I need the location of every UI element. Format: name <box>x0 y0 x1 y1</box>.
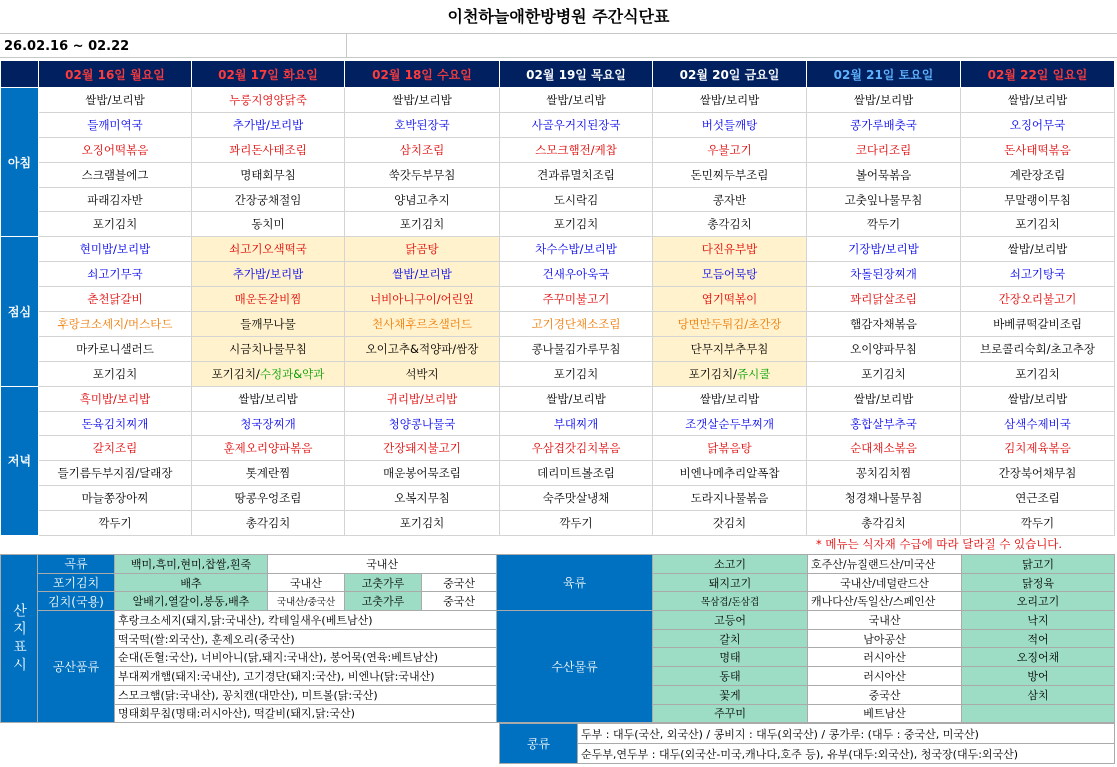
menu-cell: 마늘쫑장아찌 <box>39 486 192 511</box>
menu-cell: 당면만두튀김/초간장 <box>653 312 807 337</box>
menu-cell: 오복지무침 <box>345 486 500 511</box>
menu-cell: 스크램블에그 <box>39 162 192 187</box>
menu-cell: 닭곰탕 <box>345 237 500 262</box>
menu-cell: 오이양파무침 <box>807 336 961 361</box>
menu-cell: 쌀밥/보리밥 <box>192 386 345 411</box>
menu-cell: 닭볶음탕 <box>653 436 807 461</box>
menu-cell: 명태회무침 <box>192 162 345 187</box>
menu-cell: 고기경단채소조림 <box>500 312 653 337</box>
menu-cell: 들깨무나물 <box>192 312 345 337</box>
menu-cell: 바베큐떡갈비조림 <box>961 312 1115 337</box>
menu-cell: 조갯살순두부찌개 <box>653 411 807 436</box>
menu-cell: 포기김치 <box>500 361 653 386</box>
menu-cell: 톳계란찜 <box>192 461 345 486</box>
menu-cell: 돈사태떡볶음 <box>961 137 1115 162</box>
menu-cell: 춘천닭갈비 <box>39 287 192 312</box>
menu-cell: 갈치조림 <box>39 436 192 461</box>
menu-cell: 쌀밥/보리밥 <box>807 386 961 411</box>
menu-cell: 동치미 <box>192 212 345 237</box>
meat-2-0: 목삼겹/돈삼겹 <box>653 592 808 611</box>
menu-cell: 포기김치 <box>39 361 192 386</box>
corner-cell <box>1 61 39 88</box>
menu-cell: 땅콩우엉조림 <box>192 486 345 511</box>
meat-0-2: 닭고기 <box>962 555 1115 574</box>
fish-3-1: 러시아산 <box>808 667 962 686</box>
menu-cell: 단무지부추무침 <box>653 336 807 361</box>
kimchi2-pepper-origin: 중국산 <box>422 592 497 611</box>
menu-cell: 깍두기 <box>961 511 1115 536</box>
meat-1-0: 돼지고기 <box>653 573 808 592</box>
menu-cell: 무말랭이무침 <box>961 187 1115 212</box>
day-header: 02월 20일 금요일 <box>653 61 807 88</box>
bean-label: 콩류 <box>500 724 578 764</box>
menu-cell: 쌀밥/보리밥 <box>961 237 1115 262</box>
menu-cell: 계란장조림 <box>961 162 1115 187</box>
menu-cell: 청경채나물무침 <box>807 486 961 511</box>
fish-2-1: 러시아산 <box>808 648 962 667</box>
meat-1-1: 국내산/네덜란드산 <box>808 573 962 592</box>
menu-cell: 쇠고기오색떡국 <box>192 237 345 262</box>
menu-cell: 코다리조림 <box>807 137 961 162</box>
fish-5-0: 주꾸미 <box>653 704 808 723</box>
menu-cell: 간장북어채무침 <box>961 461 1115 486</box>
menu-cell: 쌀밥/보리밥 <box>961 88 1115 113</box>
menu-cell: 흑미밥/보리밥 <box>39 386 192 411</box>
origin-meat-label: 육류 <box>497 555 653 611</box>
meal-label: 저녁 <box>1 386 39 535</box>
kimchi-pepper-origin: 중국산 <box>422 573 497 592</box>
origin-grain-items: 백미,흑미,현미,찹쌀,흰죽 <box>115 555 268 574</box>
meat-2-1: 캐나다산/독일산/스페인산 <box>808 592 962 611</box>
fish-0-2: 낙지 <box>962 611 1115 630</box>
menu-cell: 사골우거지된장국 <box>500 112 653 137</box>
menu-cell: 양념고추지 <box>345 187 500 212</box>
menu-cell: 추가밥/보리밥 <box>192 112 345 137</box>
processed-line: 명태회무침(명태:러시아산), 떡갈비(돼지,닭:국산) <box>115 704 497 723</box>
menu-cell: 김치제육볶음 <box>961 436 1115 461</box>
menu-cell: 다진유부밥 <box>653 237 807 262</box>
fish-0-1: 국내산 <box>808 611 962 630</box>
processed-line: 부대찌개햄(돼지:국내산), 고기경단(돼지:국산), 비엔나(닭:국내산) <box>115 667 497 686</box>
menu-cell: 연근조림 <box>961 486 1115 511</box>
menu-cell: 총각김치 <box>807 511 961 536</box>
menu-cell: 깍두기 <box>500 511 653 536</box>
menu-cell: 포기김치 <box>345 212 500 237</box>
menu-cell: 콩자반 <box>653 187 807 212</box>
day-header: 02월 21일 토요일 <box>807 61 961 88</box>
menu-cell: 스모크햄전/케찹 <box>500 137 653 162</box>
origin-fish-label: 수산물류 <box>497 611 653 723</box>
menu-cell: 데리미트볼조림 <box>500 461 653 486</box>
menu-cell: 쌀밥/보리밥 <box>653 386 807 411</box>
menu-cell: 너비아니구이/어린잎 <box>345 287 500 312</box>
date-range: 26.02.16 ~ 02.22 <box>0 34 1117 58</box>
menu-cell: 도라지나물볶음 <box>653 486 807 511</box>
menu-cell: 엽기떡볶이 <box>653 287 807 312</box>
menu-cell: 쌀밥/보리밥 <box>345 262 500 287</box>
menu-cell: 쌀밥/보리밥 <box>653 88 807 113</box>
menu-cell: 꽈리닭살조림 <box>807 287 961 312</box>
kimchi-cabbage: 배추 <box>115 573 268 592</box>
menu-cell: 고춧잎나물무침 <box>807 187 961 212</box>
menu-cell: 주꾸미불고기 <box>500 287 653 312</box>
menu-cell: 포기김치 <box>39 212 192 237</box>
menu-cell: 포기김치 <box>500 212 653 237</box>
origin-bean-table <box>499 723 1115 764</box>
origin-table <box>0 554 1115 723</box>
menu-cell: 마카로니샐러드 <box>39 336 192 361</box>
kimchi2-items: 알배기,열갈이,봉동,배추 <box>115 592 268 611</box>
meat-0-0: 소고기 <box>653 555 808 574</box>
menu-cell: 포기김치/쥬시쿨 <box>653 361 807 386</box>
fish-3-2: 방어 <box>962 667 1115 686</box>
menu-cell: 시금치나물무침 <box>192 336 345 361</box>
menu-cell: 도시락김 <box>500 187 653 212</box>
fish-4-2: 삼치 <box>962 685 1115 704</box>
menu-cell: 들기름두부지짐/달래장 <box>39 461 192 486</box>
menu-cell: 쌀밥/보리밥 <box>345 88 500 113</box>
menu-cell: 버섯들깨탕 <box>653 112 807 137</box>
page-title: 이천하늘애한방병원 주간식단표 <box>0 0 1117 34</box>
menu-cell: 꽈리돈사태조림 <box>192 137 345 162</box>
menu-cell: 견과류멸치조림 <box>500 162 653 187</box>
menu-cell: 쌀밥/보리밥 <box>807 88 961 113</box>
menu-cell: 비엔나메추리알폭찹 <box>653 461 807 486</box>
day-header: 02월 17일 화요일 <box>192 61 345 88</box>
day-header: 02월 16일 월요일 <box>39 61 192 88</box>
menu-cell: 숙주맛살냉채 <box>500 486 653 511</box>
menu-cell: 우불고기 <box>653 137 807 162</box>
menu-cell: 돈육김치찌개 <box>39 411 192 436</box>
menu-cell: 누룽지영양닭죽 <box>192 88 345 113</box>
menu-cell: 쌀밥/보리밥 <box>500 88 653 113</box>
menu-cell: 꽁치김치찜 <box>807 461 961 486</box>
menu-cell: 오징어무국 <box>961 112 1115 137</box>
meal-label: 아침 <box>1 88 39 237</box>
meat-0-1: 호주산/뉴질랜드산/미국산 <box>808 555 962 574</box>
menu-table <box>0 60 1115 536</box>
fish-5-2 <box>962 704 1115 723</box>
fish-1-0: 갈치 <box>653 629 808 648</box>
origin-side-label: 산지표시 <box>1 555 38 723</box>
menu-cell: 총각김치 <box>653 212 807 237</box>
day-header: 02월 18일 수요일 <box>345 61 500 88</box>
menu-cell: 호박된장국 <box>345 112 500 137</box>
menu-cell: 천사채후르츠샐러드 <box>345 312 500 337</box>
menu-cell: 모듬어묵탕 <box>653 262 807 287</box>
meat-1-2: 닭정육 <box>962 573 1115 592</box>
menu-cell: 포기김치 <box>961 361 1115 386</box>
processed-line: 순대(돈혈:국산), 너비아니(닭,돼지:국내산), 봉어묵(연육:베트남산) <box>115 648 497 667</box>
menu-cell: 쇠고기무국 <box>39 262 192 287</box>
origin-grain-label: 곡류 <box>38 555 115 574</box>
menu-cell: 우삼겹갓김치볶음 <box>500 436 653 461</box>
menu-cell: 청국장찌개 <box>192 411 345 436</box>
fish-4-1: 중국산 <box>808 685 962 704</box>
menu-cell: 총각김치 <box>192 511 345 536</box>
processed-line: 스모크햄(닭:국내산), 꽁치캔(대만산), 미트볼(닭:국산) <box>115 685 497 704</box>
menu-cell: 훈제오리양파볶음 <box>192 436 345 461</box>
menu-cell: 포기김치 <box>345 511 500 536</box>
kimchi-pepper: 고춧가루 <box>345 573 422 592</box>
menu-cell: 매운돈갈비찜 <box>192 287 345 312</box>
origin-processed-label: 공산품류 <box>38 611 115 723</box>
fish-0-0: 고등어 <box>653 611 808 630</box>
menu-cell: 포기김치/수정과&약과 <box>192 361 345 386</box>
menu-cell: 오징어떡볶음 <box>39 137 192 162</box>
menu-cell: 삼치조림 <box>345 137 500 162</box>
fish-2-2: 오징어채 <box>962 648 1115 667</box>
origin-grain-origin: 국내산 <box>268 555 497 574</box>
fish-4-0: 꽃게 <box>653 685 808 704</box>
origin-kimchi-label: 포기김치 <box>38 573 115 592</box>
kimchi-cabbage-origin: 국내산 <box>268 573 345 592</box>
menu-cell: 햄감자채볶음 <box>807 312 961 337</box>
menu-cell: 차수수밥/보리밥 <box>500 237 653 262</box>
fish-2-0: 명태 <box>653 648 808 667</box>
menu-cell: 추가밥/보리밥 <box>192 262 345 287</box>
menu-cell: 기장밥/보리밥 <box>807 237 961 262</box>
menu-cell: 간장궁채절임 <box>192 187 345 212</box>
kimchi2-pepper: 고춧가루 <box>345 592 422 611</box>
menu-notice: * 메뉴는 식자재 수급에 따라 달라질 수 있습니다. <box>816 537 1063 551</box>
menu-cell: 돈민찌두부조림 <box>653 162 807 187</box>
menu-cell: 간장돼지불고기 <box>345 436 500 461</box>
menu-cell: 오이고추&적양파/쌈장 <box>345 336 500 361</box>
menu-cell: 쌀밥/보리밥 <box>961 386 1115 411</box>
menu-cell: 포기김치 <box>807 361 961 386</box>
menu-cell: 순대채소볶음 <box>807 436 961 461</box>
fish-3-0: 동태 <box>653 667 808 686</box>
menu-cell: 쌀밥/보리밥 <box>500 386 653 411</box>
meat-2-2: 오리고기 <box>962 592 1115 611</box>
menu-cell: 쌀밥/보리밥 <box>39 88 192 113</box>
bean-line: 두부 : 대두(국산, 외국산) / 콩비지 : 대두(외국산) / 콩가루: (대두 : 중국산, 미국산) <box>578 724 1115 744</box>
menu-cell: 볼어묵볶음 <box>807 162 961 187</box>
menu-cell: 콩나물김가루무침 <box>500 336 653 361</box>
menu-cell: 브로콜리숙회/초고추장 <box>961 336 1115 361</box>
menu-cell: 청양콩나물국 <box>345 411 500 436</box>
menu-cell: 건새우아욱국 <box>500 262 653 287</box>
menu-cell: 간장오리불고기 <box>961 287 1115 312</box>
menu-cell: 깍두기 <box>39 511 192 536</box>
menu-cell: 부대찌개 <box>500 411 653 436</box>
menu-cell: 포기김치 <box>961 212 1115 237</box>
menu-cell: 쑥갓두부무침 <box>345 162 500 187</box>
menu-cell: 삼색수제비국 <box>961 411 1115 436</box>
bean-line: 순두부,연두부 : 대두(외국산-미국,캐나다,호주 등), 유부(대두:외국산), 청국장(대두:외국산) <box>578 744 1115 764</box>
menu-cell: 콩가루배춧국 <box>807 112 961 137</box>
fish-1-2: 적어 <box>962 629 1115 648</box>
menu-cell: 현미밥/보리밥 <box>39 237 192 262</box>
kimchi2-items-origin: 국내산/중국산 <box>268 592 345 611</box>
origin-kimchi2-label: 김치(국용) <box>38 592 115 611</box>
day-header: 02월 19일 목요일 <box>500 61 653 88</box>
processed-line: 떡국떡(쌀:외국산), 훈제오리(중국산) <box>115 629 497 648</box>
menu-cell: 귀리밥/보리밥 <box>345 386 500 411</box>
fish-1-1: 남아공산 <box>808 629 962 648</box>
menu-cell: 쇠고기탕국 <box>961 262 1115 287</box>
menu-cell: 차돌된장찌개 <box>807 262 961 287</box>
day-header: 02월 22일 일요일 <box>961 61 1115 88</box>
processed-line: 후랑크소세지(돼지,닭:국내산), 칵테일새우(베트남산) <box>115 611 497 630</box>
fish-5-1: 베트남산 <box>808 704 962 723</box>
menu-cell: 파래김자반 <box>39 187 192 212</box>
menu-cell: 홍합살부추국 <box>807 411 961 436</box>
menu-cell: 후랑크소세지/머스타드 <box>39 312 192 337</box>
menu-cell: 석박지 <box>345 361 500 386</box>
menu-cell: 깍두기 <box>807 212 961 237</box>
meal-label: 점심 <box>1 237 39 386</box>
menu-cell: 갓김치 <box>653 511 807 536</box>
menu-cell: 매운봉어묵조림 <box>345 461 500 486</box>
menu-cell: 들깨미역국 <box>39 112 192 137</box>
